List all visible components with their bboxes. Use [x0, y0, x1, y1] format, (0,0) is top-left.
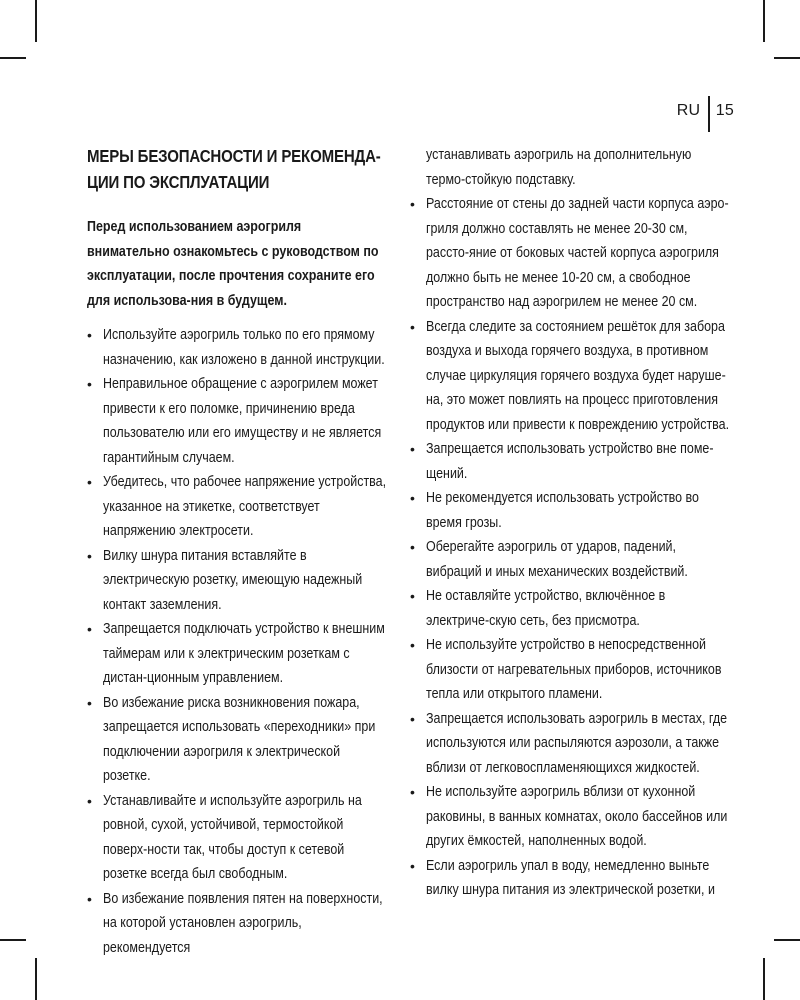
list-item: • Не рекомендуется использовать устройство во время грозы. — [410, 486, 730, 535]
bullet-icon: • — [87, 474, 92, 490]
list-item: • Устанавливайте и используйте аэрогриль на ровной, сухой, устойчивой, термостойкой поверх-ности так, чтобы доступ к сетевой розетке всегда был свободным. — [87, 789, 387, 887]
crop-mark — [0, 57, 26, 59]
section-heading-text: МЕРЫ БЕЗОПАСНОСТИ И РЕКОМЕНДА- ЦИИ ПО ЭКСПЛУАТАЦИИ — [87, 146, 381, 192]
list-item: • Во избежание риска возникновения пожара, запрещается использовать «переходники» при подключении аэрогриля к электрической розетке. — [87, 691, 387, 789]
safety-list-right — [410, 192, 730, 903]
bullet-icon: • — [410, 441, 415, 457]
list-item: • Убедитесь, что рабочее напряжение устройства, указанное на этикетке, соответствует напряжению электросети. — [87, 470, 387, 544]
list-item: • Запрещается использовать аэрогриль в местах, где используются или распыляются аэрозоли, а также вблизи от легковоспламеняющихся жидкостей. — [410, 707, 730, 781]
page-header — [677, 90, 734, 132]
bullet-icon: • — [87, 621, 92, 637]
page-number: 15 — [715, 102, 734, 119]
list-item: • Расстояние от стены до задней части корпуса аэро-гриля должно составлять не менее 20-30 см, рассто-яние от боковых частей корпуса аэрогриля должно быть не менее 10-20 см, а свободное пространство над аэрогрилем не менее 20 см. — [410, 192, 730, 315]
list-item: • Во избежание появления пятен на поверхности, на которой установлен аэрогриль, рекомендуется — [87, 887, 387, 961]
list-item: • Запрещается использовать устройство вне поме-щений. — [410, 437, 730, 486]
bullet-icon: • — [87, 890, 92, 907]
list-item: • Неправильное обращение с аэрогрилем может привести к его поломке, причинению вреда пользователю или его имуществу и не является гарантийным случаем. — [87, 372, 387, 470]
bullet-icon: • — [87, 792, 92, 809]
crop-mark — [763, 958, 765, 1000]
bullet-icon: • — [87, 694, 92, 711]
list-item: • Используйте аэрогриль только по его прямому назначению, как изложено в данной инструкции. — [87, 323, 387, 372]
bullet-icon: • — [410, 857, 415, 874]
list-item: • Если аэрогриль упал в воду, немедленно выньте вилку шнура питания из электрической розетки, и — [410, 854, 730, 903]
list-item: • Всегда следите за состоянием решёток для забора воздуха и выхода горячего воздуха, в противном случае циркуляция горячего воздуха будет наруше-на, это может повлиять на процесс приготовления продуктов или привести к повреждению устройства. — [410, 315, 730, 438]
bullet-icon: • — [410, 539, 415, 555]
crop-mark — [35, 0, 37, 42]
list-item: • Запрещается подключать устройство к внешним таймерам или к электрическим розеткам с дистан-ционным управлением. — [87, 617, 387, 691]
safety-list-left — [87, 323, 387, 960]
bullet-icon: • — [410, 588, 415, 604]
crop-mark — [35, 958, 37, 1000]
section-heading — [87, 143, 386, 195]
bullet-icon: • — [410, 637, 415, 653]
crop-mark — [774, 939, 800, 941]
crop-mark — [763, 0, 765, 42]
bullet-icon: • — [87, 327, 92, 343]
list-item: • Оберегайте аэрогриль от ударов, падений, вибраций и иных механических воздействий. — [410, 535, 730, 584]
left-column — [87, 143, 387, 960]
bullet-icon: • — [410, 710, 415, 727]
list-item: • Не используйте аэрогриль вблизи от кухонной раковины, в ванных комнатах, около бассейнов или других ёмкостей, наполненных водой. — [410, 780, 730, 854]
crop-mark — [774, 57, 800, 59]
list-item: • Не оставляйте устройство, включённое в электриче-скую сеть, без присмотра. — [410, 584, 730, 633]
bullet-icon: • — [410, 318, 415, 335]
list-item: • Не используйте устройство в непосредственной близости от нагревательных приборов, источников тепла или открытого пламени. — [410, 633, 730, 707]
crop-mark — [0, 939, 26, 941]
bullet-icon: • — [87, 376, 92, 392]
intro-paragraph: Перед использованием аэрогриля внимательно ознакомьтесь с руководством по эксплуатации, после прочтения сохраните его для использова-ния в будущем. — [87, 219, 379, 309]
list-item: • Вилку шнура питания вставляйте в электрическую розетку, имеющую надежный контакт заземления. — [87, 544, 387, 618]
bullet-icon: • — [410, 196, 415, 212]
bullet-icon: • — [87, 547, 92, 564]
language-code: RU — [676, 102, 701, 119]
continued-text: устанавливать аэрогриль на дополнительную термо-стойкую подставку. — [426, 147, 692, 188]
bullet-icon: • — [410, 490, 415, 506]
right-column — [410, 143, 730, 903]
bullet-icon: • — [410, 784, 415, 800]
